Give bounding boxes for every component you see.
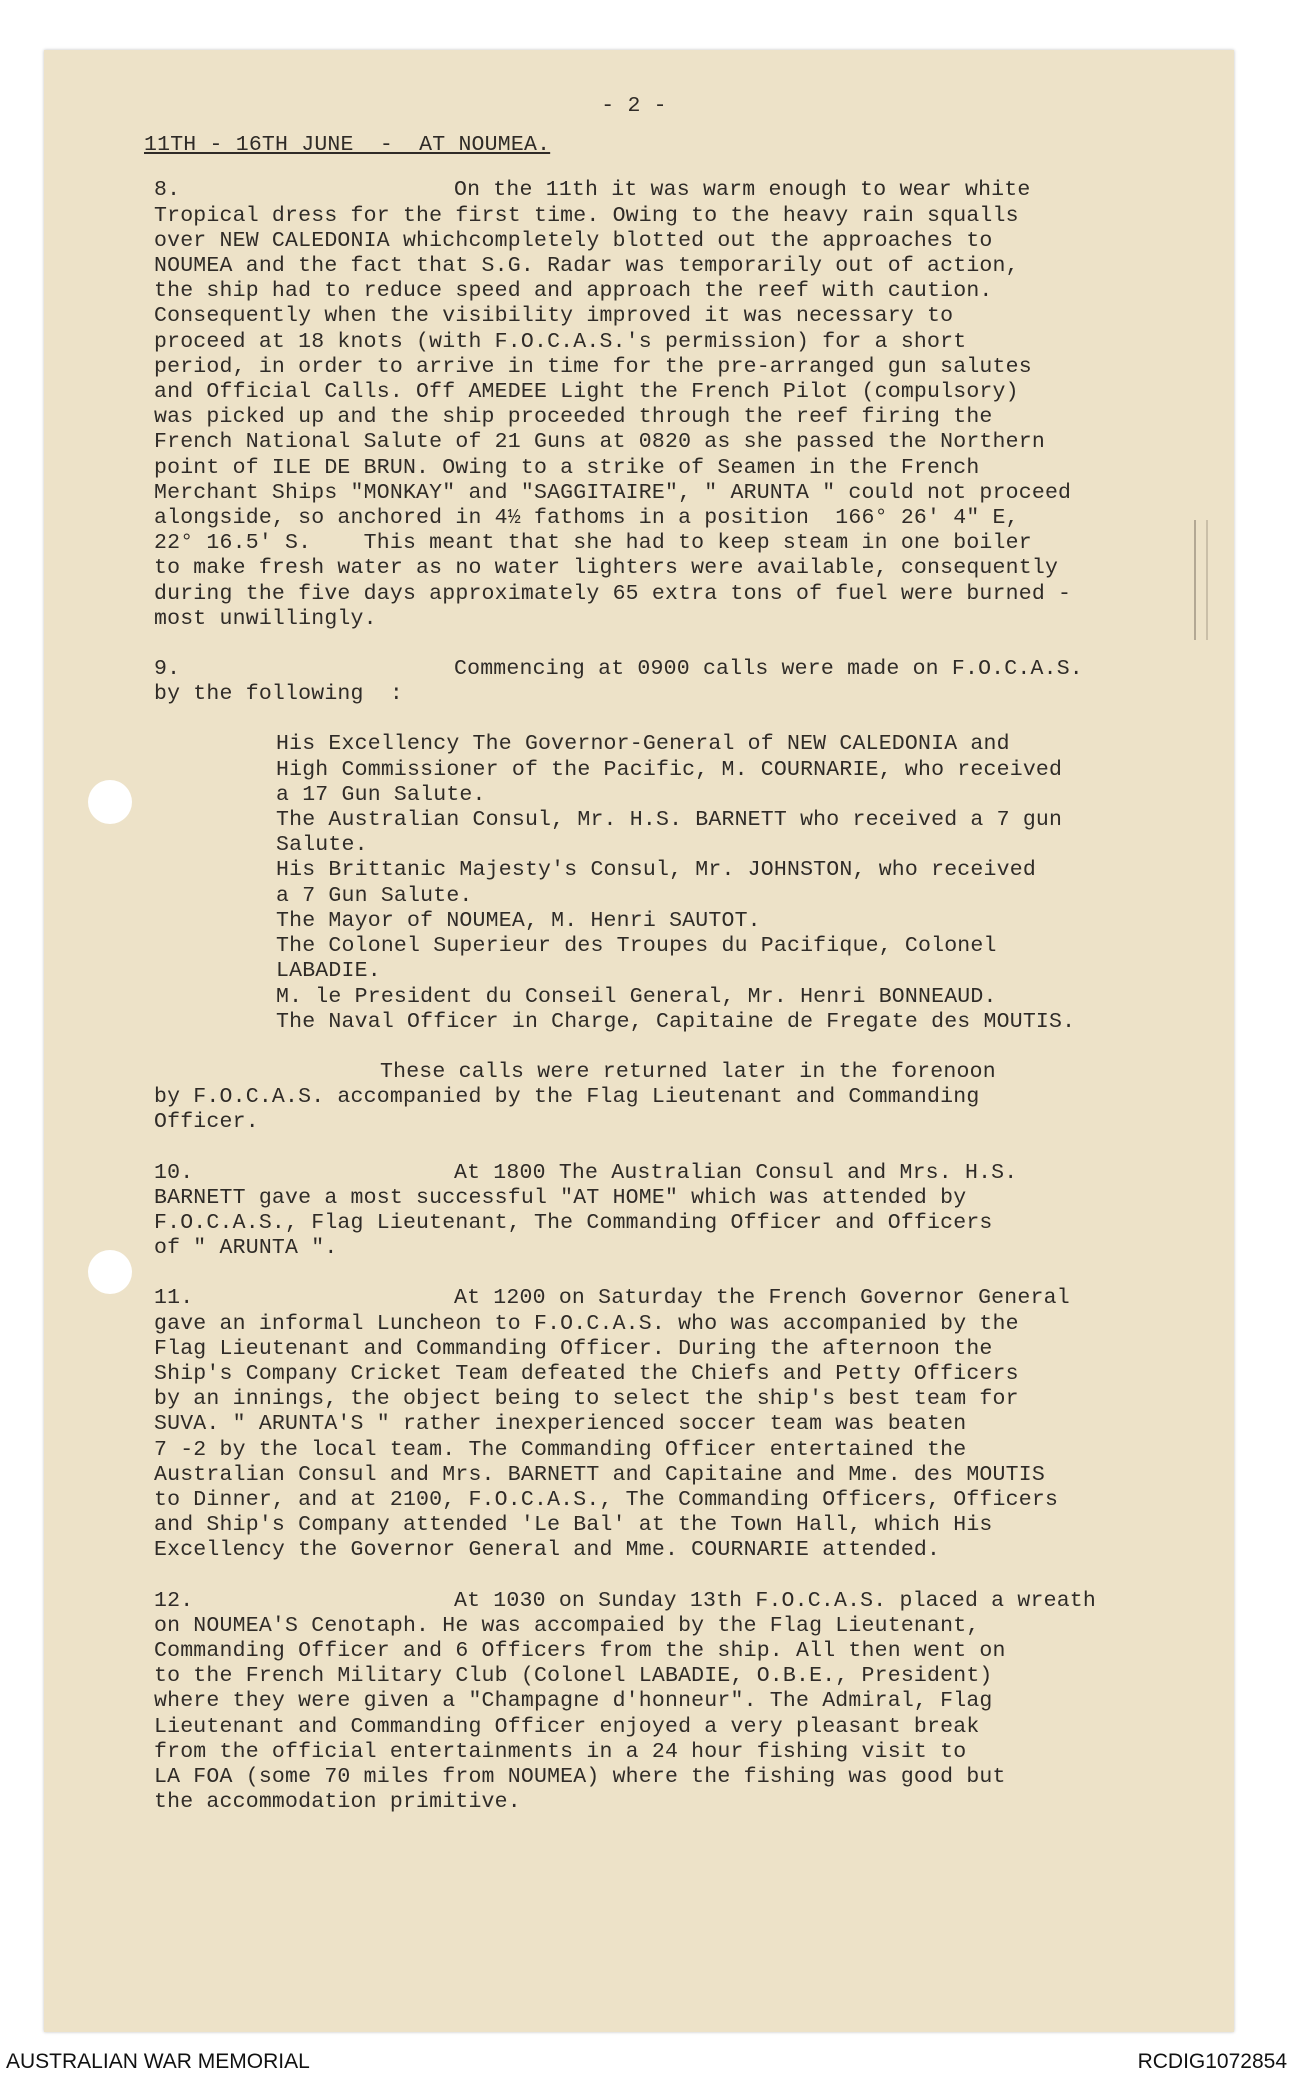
paragraph-text: the ship had to reduce speed and approach the reef with caution.: [154, 279, 993, 304]
page-number: - 2 -: [601, 94, 667, 118]
paragraph-line: [154, 1161, 1234, 1186]
paragraph-text: Commanding Officer and 6 Officers from the ship. All then went on: [154, 1638, 1006, 1663]
paragraph-text: Australian Consul and Mrs. BARNETT and Capitaine and Mme. des MOUTIS: [154, 1462, 1045, 1487]
paragraph-line: [154, 1337, 1234, 1362]
paragraph-line: [154, 456, 1234, 481]
paragraph-line: [154, 657, 1234, 682]
paragraph-line: [154, 1286, 1234, 1311]
paragraph-line: [154, 430, 1234, 455]
returned-calls-line: by F.O.C.A.S. accompanied by the Flag Lieutenant and Commanding: [154, 1085, 980, 1110]
numbered-paragraph: [154, 657, 1234, 707]
paragraph-text: by an innings, the object being to select the ship's best team for: [154, 1387, 1019, 1412]
caller-line: The Naval Officer in Charge, Capitaine de Fregate des MOUTIS.: [276, 1009, 1076, 1034]
paragraph-line: [154, 355, 1234, 380]
paragraph-line: [154, 481, 1234, 506]
paragraph-text: most unwillingly.: [154, 606, 377, 631]
paragraph-text: alongside, so anchored in 4½ fathoms in a position 166° 26' 4" E,: [154, 506, 1019, 531]
caller-line: a 7 Gun Salute.: [276, 883, 473, 908]
paragraph-line: [154, 1211, 1234, 1236]
paragraph-line: [154, 1412, 1234, 1437]
paragraph-text: and Ship's Company attended 'Le Bal' at the Town Hall, which His: [154, 1513, 993, 1538]
caller-line: a 17 Gun Salute.: [276, 782, 486, 807]
paragraph-line: [154, 1740, 1234, 1765]
paragraph-number: 12.: [154, 1588, 194, 1613]
numbered-paragraph: [154, 1286, 1234, 1563]
paragraph-text: on NOUMEA'S Cenotaph. He was accompaied by the Flag Lieutenant,: [154, 1613, 980, 1638]
paragraph-text: gave an informal Luncheon to F.O.C.A.S. who was accompanied by the: [154, 1311, 1019, 1336]
paragraph-text: during the five days approximately 65 extra tons of fuel were burned -: [154, 581, 1072, 606]
paragraph-text: French National Salute of 21 Guns at 0820 as she passed the Northern: [154, 430, 1045, 455]
caller-line: High Commissioner of the Pacific, M. COURNARIE, who received: [276, 757, 1063, 782]
paragraph-text: Excellency the Governor General and Mme. COURNARIE attended.: [154, 1538, 941, 1563]
paragraph-line: [154, 1513, 1234, 1538]
paragraph-line: [154, 556, 1234, 581]
paragraph-line: [154, 1236, 1234, 1261]
paragraph-text: F.O.C.A.S., Flag Lieutenant, The Commanding Officer and Officers: [154, 1210, 993, 1235]
paragraph-line: [154, 254, 1234, 279]
typed-text: [144, 94, 1234, 1840]
caller-line: Salute.: [276, 833, 368, 858]
paragraph-line: [154, 1664, 1234, 1689]
paragraph-text: was picked up and the ship proceeded through the reef firing the: [154, 405, 993, 430]
caller-line: His Excellency The Governor-General of NEW CALEDONIA and: [276, 732, 1010, 757]
returned-calls-line: These calls were returned later in the forenoon: [380, 1059, 996, 1084]
paragraph-line: [154, 1362, 1234, 1387]
paragraph-number: 10.: [154, 1160, 194, 1185]
paragraph-line: [154, 178, 1234, 203]
paragraph-line: [154, 582, 1234, 607]
paragraph-text: On the 11th it was warm enough to wear white: [454, 178, 1031, 203]
paragraph-text: Consequently when the visibility improved it was necessary to: [154, 304, 954, 329]
paragraph-line: [154, 1387, 1234, 1412]
paragraph-line: [154, 1790, 1234, 1815]
paragraph-text: SUVA. " ARUNTA'S " rather inexperienced soccer team was beaten: [154, 1412, 967, 1437]
paragraph-text: to the French Military Club (Colonel LABADIE, O.B.E., President): [154, 1664, 993, 1689]
paragraph-text: to Dinner, and at 2100, F.O.C.A.S., The Commanding Officers, Officers: [154, 1487, 1059, 1512]
callers-list: [154, 732, 1234, 1034]
paragraph-line: [154, 1463, 1234, 1488]
paragraph-text: of " ARUNTA ".: [154, 1236, 338, 1261]
paragraph-line: [154, 304, 1234, 329]
paragraph-line: [154, 380, 1234, 405]
numbered-paragraph: [154, 1161, 1234, 1262]
paragraph-line: [154, 279, 1234, 304]
paragraph-text: point of ILE DE BRUN. Owing to a strike of Seamen in the French: [154, 455, 980, 480]
paragraph-text: At 1200 on Saturday the French Governor General: [454, 1286, 1070, 1311]
paragraph-text: Merchant Ships "MONKAY" and "SAGGITAIRE", " ARUNTA " could not proceed: [154, 480, 1072, 505]
numbered-paragraph: [154, 1589, 1234, 1816]
paragraph-text: BARNETT gave a most successful "AT HOME" which was attended by: [154, 1185, 967, 1210]
paragraph-line: [154, 229, 1234, 254]
punch-hole: [88, 1250, 132, 1294]
paragraph-number: 11.: [154, 1286, 194, 1311]
caller-line: The Mayor of NOUMEA, M. Henri SAUTOT.: [276, 908, 761, 933]
numbered-paragraph: [154, 178, 1234, 632]
paragraph-text: proceed at 18 knots (with F.O.C.A.S.'s permission) for a short: [154, 329, 967, 354]
paragraph-line: [154, 1689, 1234, 1714]
footer-document-id: RCDIG1072854: [1137, 2050, 1287, 2073]
paragraph-text: Ship's Company Cricket Team defeated the Chiefs and Petty Officers: [154, 1361, 1019, 1386]
paragraph-number: 8.: [154, 178, 181, 203]
paragraph-text: 7 -2 by the local team. The Commanding Officer entertained the: [154, 1437, 967, 1462]
paragraph-text: Lieutenant and Commanding Officer enjoyed a very pleasant break: [154, 1714, 980, 1739]
section-heading: 11TH - 16TH JUNE - AT NOUMEA.: [144, 133, 551, 158]
footer-institution: AUSTRALIAN WAR MEMORIAL: [6, 2050, 310, 2073]
returned-calls-line: Officer.: [154, 1110, 259, 1135]
paragraph-line: [154, 1186, 1234, 1211]
paragraph-line: [154, 531, 1234, 556]
paragraph-line: [154, 607, 1234, 632]
caller-line: The Australian Consul, Mr. H.S. BARNETT who received a 7 gun: [276, 808, 1063, 833]
paragraph-text: to make fresh water as no water lighters were available, consequently: [154, 556, 1059, 581]
paragraph-line: [154, 1438, 1234, 1463]
paragraph-text: NOUMEA and the fact that S.G. Radar was temporarily out of action,: [154, 254, 1019, 279]
paragraph-text: from the official entertainments in a 24 hour fishing visit to: [154, 1739, 967, 1764]
paragraph-text: by the following :: [154, 682, 403, 707]
paragraph-text: 22° 16.5' S. This meant that she had to keep steam in one boiler: [154, 531, 1032, 556]
paragraph-text: At 1800 The Australian Consul and Mrs. H.S.: [454, 1160, 1018, 1185]
paragraph-text: and Official Calls. Off AMEDEE Light the French Pilot (compulsory): [154, 380, 1019, 405]
paragraph-line: [154, 1538, 1234, 1563]
paragraph-text: Tropical dress for the first time. Owing to the heavy rain squalls: [154, 203, 1019, 228]
paragraph-text: period, in order to arrive in time for the pre-arranged gun salutes: [154, 354, 1032, 379]
document-page: [44, 50, 1234, 2032]
caller-line: LABADIE.: [276, 959, 381, 984]
paragraph-text: At 1030 on Sunday 13th F.O.C.A.S. placed a wreath: [454, 1588, 1097, 1613]
paragraph-line: [154, 1614, 1234, 1639]
paragraph-line: [154, 405, 1234, 430]
paragraph-group-2: [154, 1161, 1234, 1816]
paragraph-text: LA FOA (some 70 miles from NOUMEA) where the fishing was good but: [154, 1764, 1006, 1789]
returned-calls-paragraph: [154, 1060, 1234, 1136]
paragraph-text: over NEW CALEDONIA whichcompletely blotted out the approaches to: [154, 228, 993, 253]
punch-hole: [88, 780, 132, 824]
paragraph-line: [154, 682, 1234, 707]
caller-line: M. le President du Conseil General, Mr. Henri BONNEAUD.: [276, 984, 997, 1009]
paragraph-line: [154, 1715, 1234, 1740]
paragraph-line: [154, 1765, 1234, 1790]
paragraph-number: 9.: [154, 657, 181, 682]
paragraph-line: [154, 1488, 1234, 1513]
paragraph-line: [154, 1639, 1234, 1664]
paragraph-group-1: [154, 178, 1234, 707]
paragraph-line: [154, 506, 1234, 531]
paragraph-text: Commencing at 0900 calls were made on F.O.C.A.S.: [454, 657, 1083, 682]
paragraph-line: [154, 1589, 1234, 1614]
paragraph-text: Flag Lieutenant and Commanding Officer. During the afternoon the: [154, 1336, 993, 1361]
paragraph-line: [154, 204, 1234, 229]
paragraph-line: [154, 330, 1234, 355]
paragraph-line: [154, 1312, 1234, 1337]
caller-line: His Brittanic Majesty's Consul, Mr. JOHNSTON, who received: [276, 858, 1036, 883]
paragraph-text: the accommodation primitive.: [154, 1790, 521, 1815]
caller-line: The Colonel Superieur des Troupes du Pacifique, Colonel: [276, 934, 997, 959]
paragraph-text: where they were given a "Champagne d'honneur". The Admiral, Flag: [154, 1689, 993, 1714]
